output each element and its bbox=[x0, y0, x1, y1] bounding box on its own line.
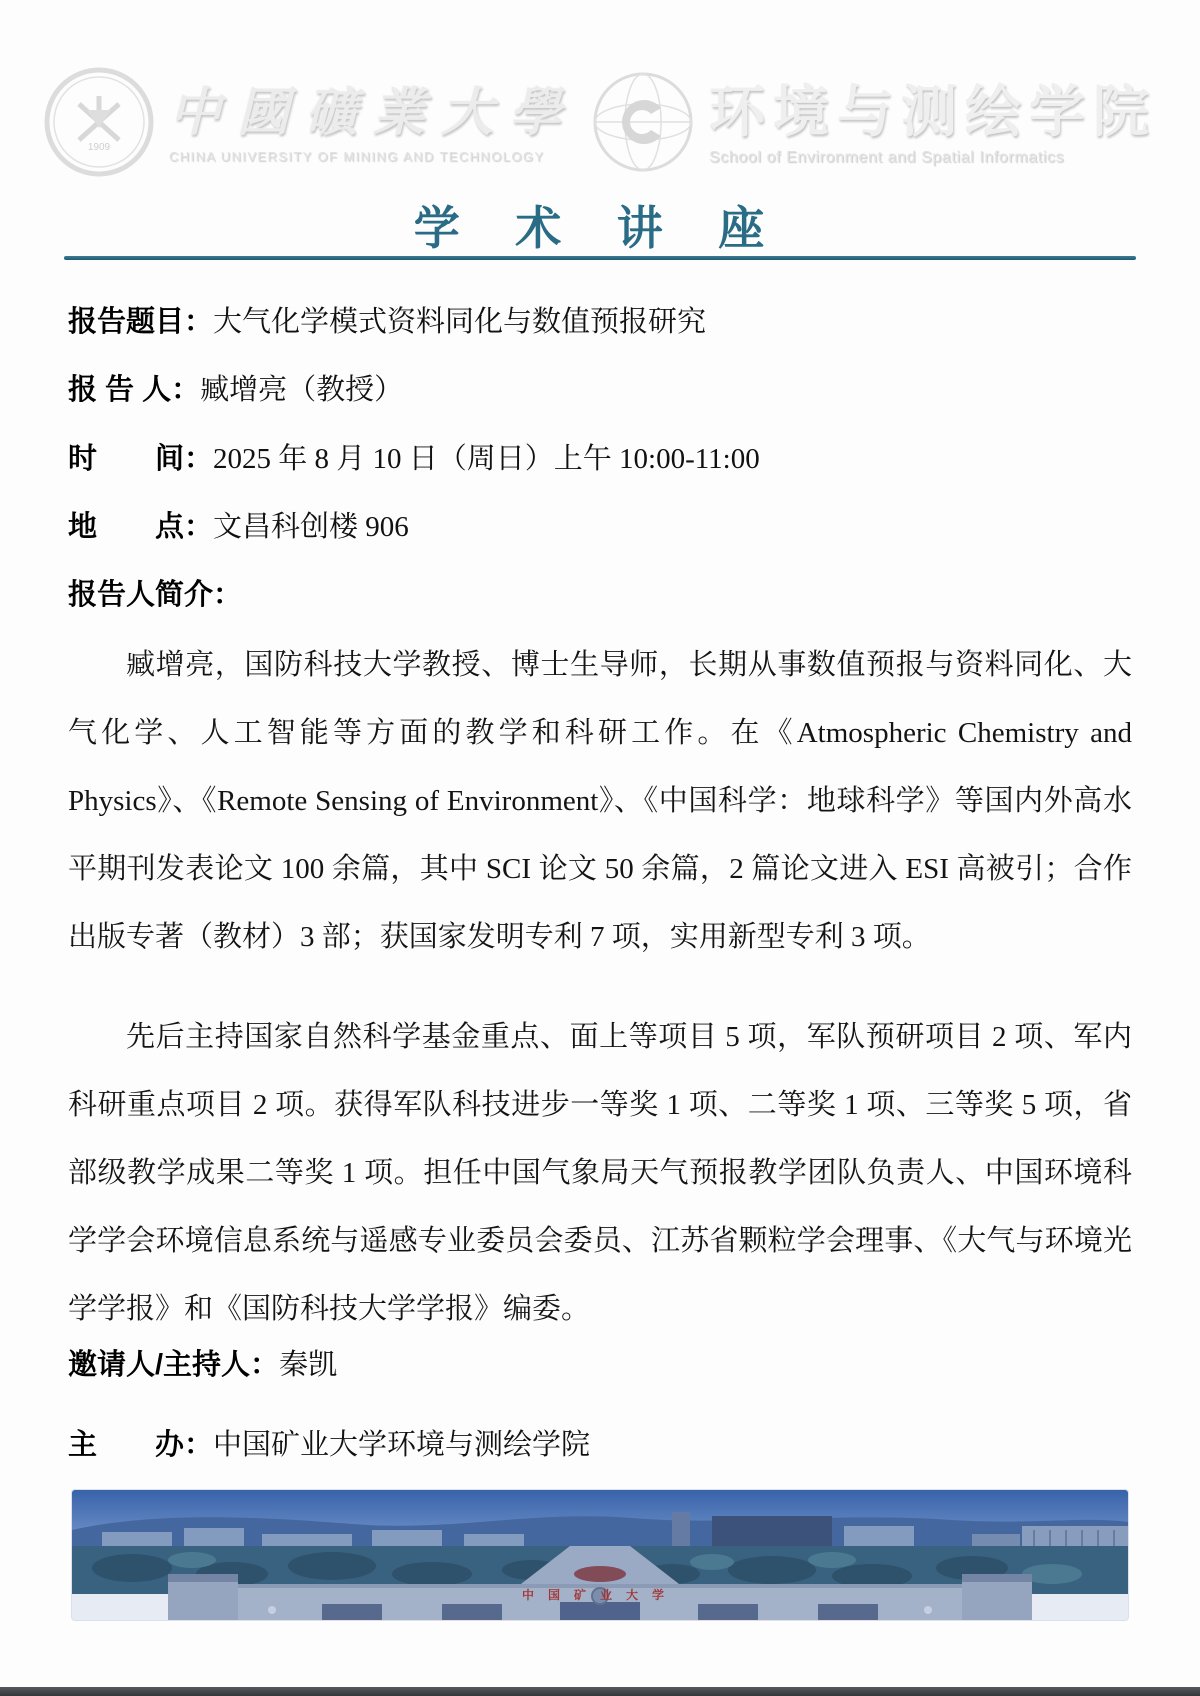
university-name-zh: 中國礦業大學 bbox=[168, 84, 577, 142]
bio-heading-label: 报告人简介： bbox=[68, 579, 243, 611]
field-report-title bbox=[68, 305, 1132, 339]
field-organizer bbox=[68, 1428, 1132, 1462]
gate-text: 中国矿业大学 bbox=[521, 1588, 679, 1602]
header bbox=[0, 54, 1200, 194]
field-location-value: 文昌科创楼 906 bbox=[213, 511, 409, 543]
field-time bbox=[68, 442, 1132, 476]
university-name-block bbox=[169, 85, 577, 164]
field-time-label: 时 间： bbox=[68, 443, 214, 475]
field-report-title-label: 报告题目： bbox=[68, 306, 214, 338]
bio-paragraph-1: 臧增亮，国防科技大学教授、博士生导师，长期从事数值预报与资料同化、大气化学、人工智能等方面的教学和科研工作。在《Atmospheric Chemistry and Physics》、《Remote Sensing of Environment》、《中国科学：地球科学》等国内外高水平期刊发表论文 100 余篇，其中 SCI 论文 50 余篇，2 篇论文进入 ESI 高被引；合作出版专著（教材）3 部；获国家发明专利 7 项，实用新型专利 3 项。 bbox=[68, 649, 1132, 953]
school-name-zh: 环境与测绘学院 bbox=[709, 80, 1157, 143]
field-organizer-label: 主 办： bbox=[68, 1429, 214, 1461]
university-seal-icon bbox=[43, 66, 155, 183]
field-organizer-value: 中国矿业大学环境与测绘学院 bbox=[213, 1429, 591, 1461]
field-time-value: 2025 年 8 月 10 日（周日）上午 10:00-11:00 bbox=[213, 443, 760, 475]
title-divider bbox=[64, 256, 1136, 260]
svg-text:1909: 1909 bbox=[87, 141, 111, 153]
bio-heading bbox=[68, 578, 1132, 612]
bio-paragraph-2: 先后主持国家自然科学基金重点、面上等项目 5 项，军队预研项目 2 项、军内科研重点项目 2 项。获得军队科技进步一等奖 1 项、二等奖 1 项、三等奖 5 项，省部级教学成果二等奖 1 项。担任中国气象局天气预报教学团队负责人、中国环境科学学会环境信息系统与遥感专业委员会委员、江苏省颗粒学会理事、《大气与环境光学学报》和《国防科技大学学报》编委。 bbox=[68, 1021, 1132, 1325]
field-inviter bbox=[68, 1348, 1132, 1382]
field-location-label: 地 点： bbox=[68, 511, 214, 543]
field-report-title-value: 大气化学模式资料同化与数值预报研究 bbox=[213, 306, 707, 338]
school-name-en: School of Environment and Spatial Informatics bbox=[709, 149, 1065, 166]
school-name-block bbox=[709, 81, 1157, 167]
field-speaker bbox=[68, 373, 1132, 407]
field-speaker-value: 臧增亮（教授） bbox=[200, 374, 404, 406]
campus-photo bbox=[72, 1490, 1128, 1620]
field-inviter-label: 邀请人/主持人： bbox=[68, 1349, 280, 1381]
footer-strip bbox=[0, 1687, 1200, 1696]
field-speaker-label: 报 告 人： bbox=[68, 374, 201, 406]
field-location bbox=[68, 510, 1132, 544]
campus-photo-illustration bbox=[72, 1490, 1128, 1620]
university-name-en: CHINA UNIVERSITY OF MINING AND TECHNOLOGY bbox=[168, 148, 545, 164]
school-globe-icon bbox=[591, 70, 695, 179]
field-inviter-value: 秦凯 bbox=[279, 1349, 338, 1381]
page-title: 学 术 讲 座 bbox=[413, 203, 787, 254]
